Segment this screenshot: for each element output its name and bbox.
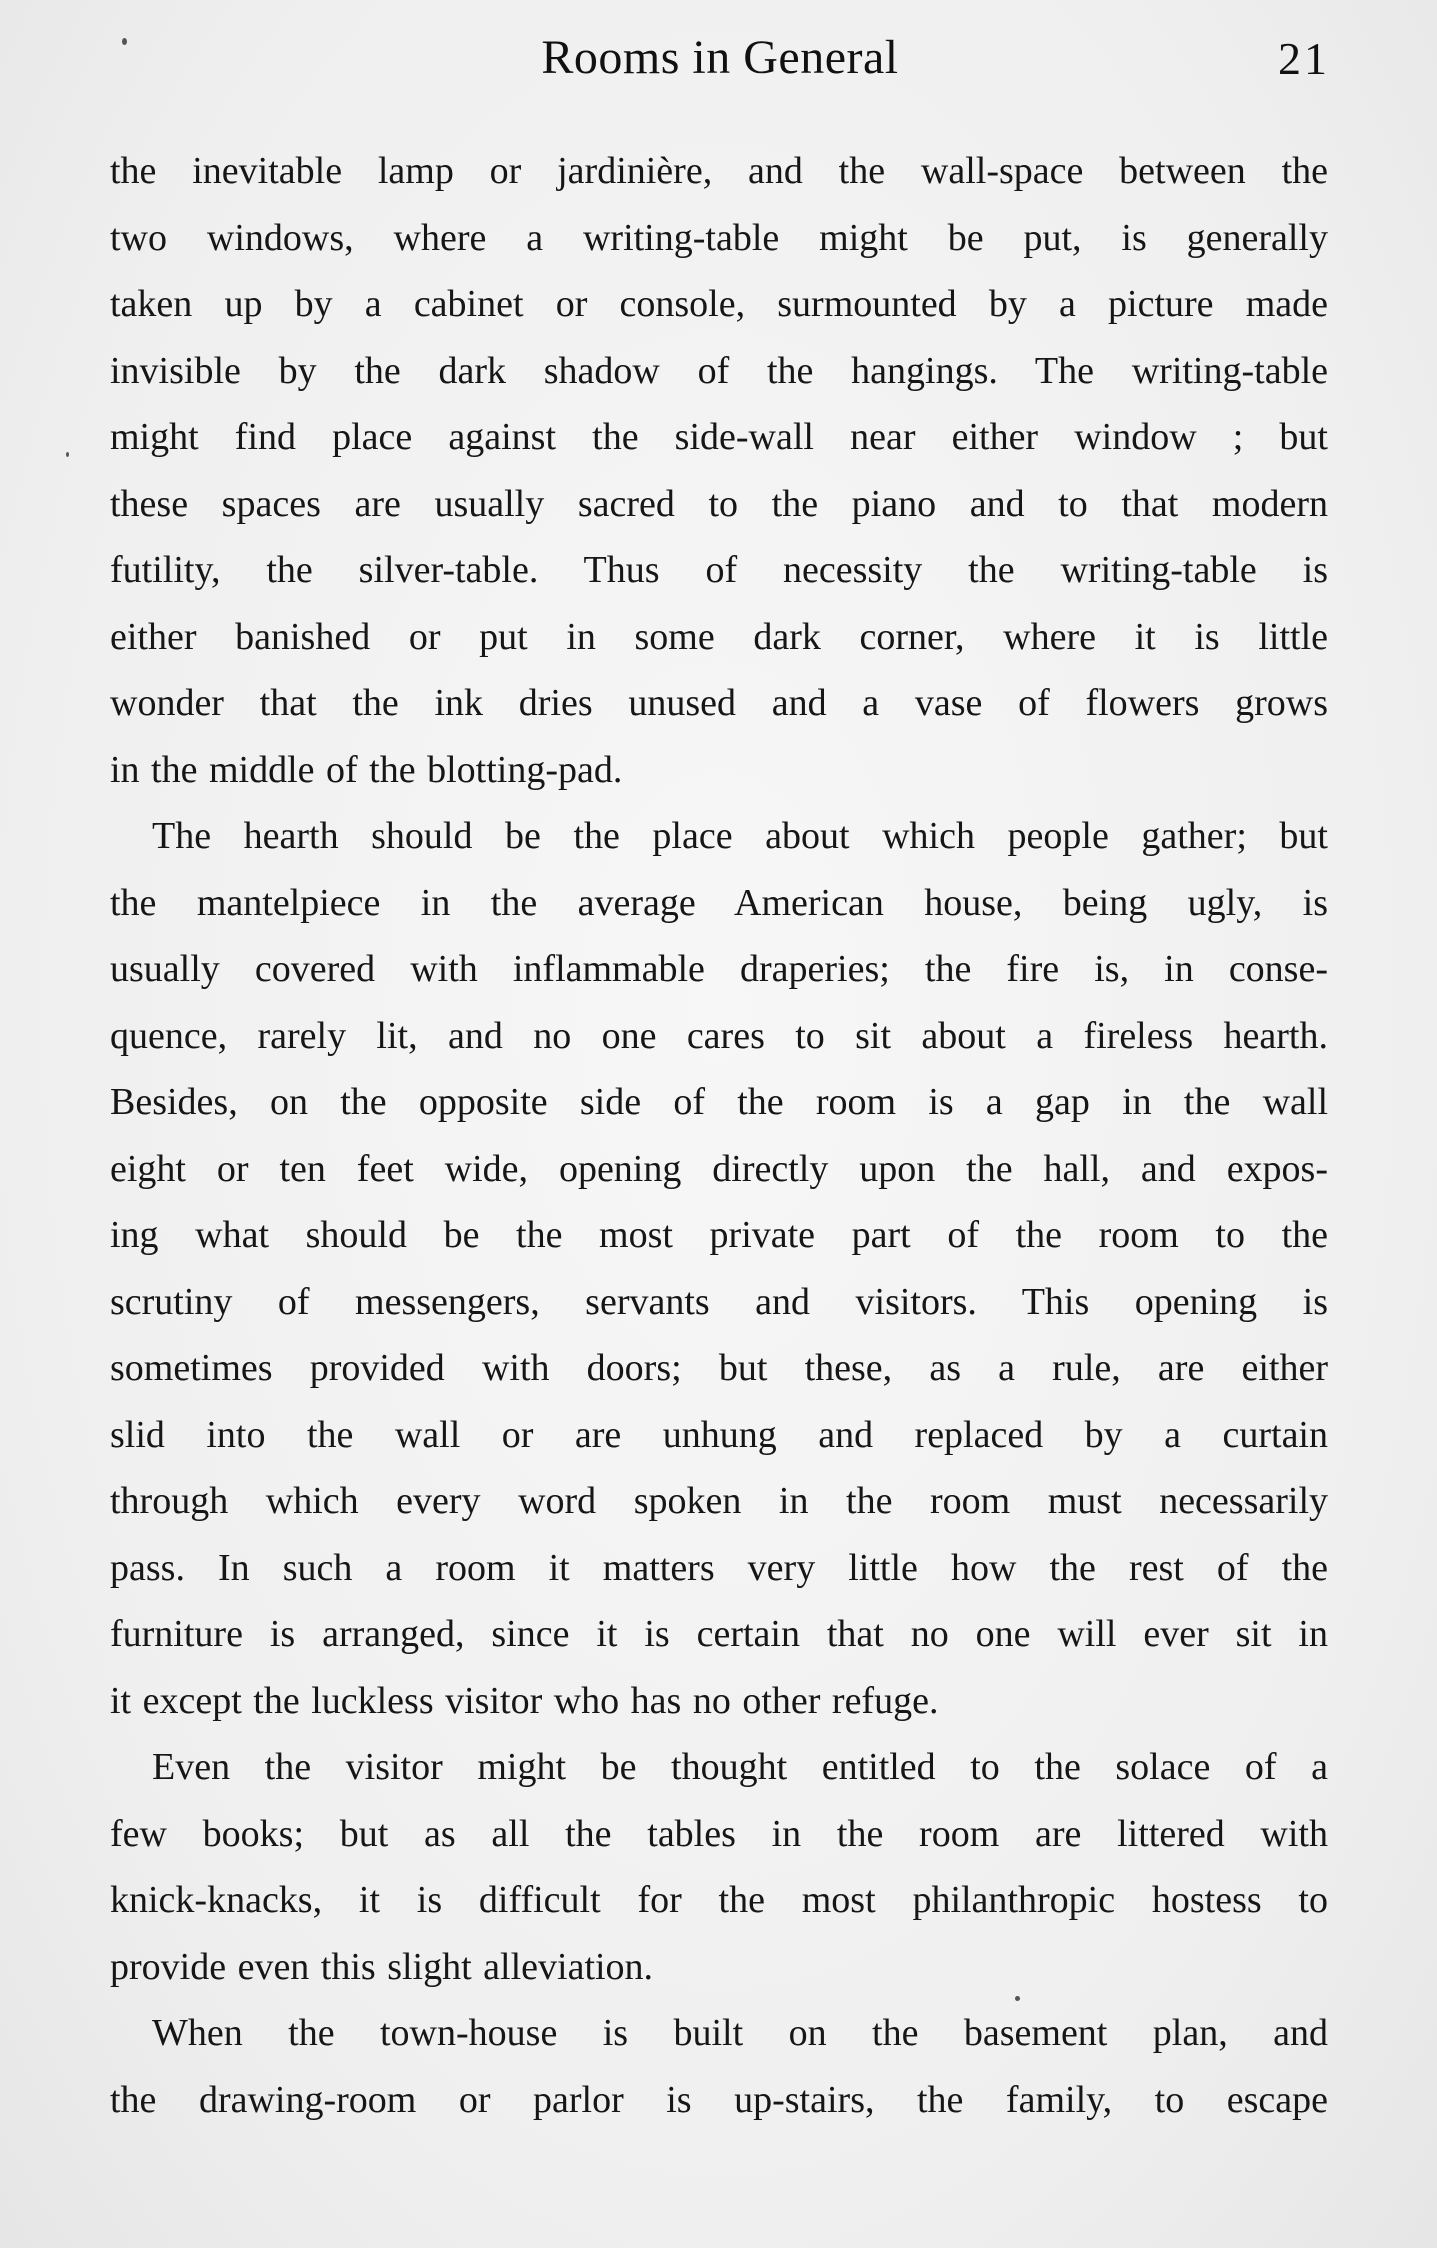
text-line: wonder that the ink dries unused and a vase of flowers grows bbox=[110, 682, 1328, 724]
running-head bbox=[110, 30, 1330, 100]
text-line: it except the luckless visitor who has no other refuge. bbox=[110, 1679, 939, 1722]
text-line: knick-knacks, it is difficult for the most philanthropic hostess to bbox=[110, 1879, 1328, 1921]
text-line: scrutiny of messengers, servants and visitors. This opening is bbox=[110, 1280, 1328, 1323]
text-line: eight or ten feet wide, opening directly upon the hall, and expos- bbox=[110, 1147, 1328, 1190]
text-line: few books; but as all the tables in the room are littered with bbox=[110, 1812, 1328, 1855]
page-number: 21 bbox=[1278, 33, 1330, 84]
text-line: futility, the silver-table. Thus of necessity the writing-table is bbox=[110, 549, 1328, 591]
text-line: usually covered with inflammable draperies; the fire is, in conse- bbox=[110, 948, 1328, 990]
paper-speck bbox=[66, 452, 69, 457]
text-line: through which every word spoken in the room must necessarily bbox=[110, 1480, 1328, 1522]
paragraph-start-line: Even the visitor might be thought entitled to the solace of a bbox=[152, 1746, 1328, 1788]
paragraph-start-line: When the town-house is built on the basement plan, and bbox=[152, 2012, 1328, 2054]
body-text bbox=[110, 138, 1328, 2133]
text-line: quence, rarely lit, and no one cares to sit about a fireless hearth. bbox=[110, 1014, 1328, 1057]
paper-speck bbox=[122, 38, 127, 45]
text-line: provide even this slight alleviation. bbox=[110, 1945, 654, 1988]
text-line: taken up by a cabinet or console, surmounted by a picture made bbox=[110, 283, 1328, 325]
text-line: Besides, on the opposite side of the room is a gap in the wall bbox=[110, 1081, 1328, 1123]
text-line: ing what should be the most private part of the room to the bbox=[110, 1214, 1328, 1256]
text-line: furniture is arranged, since it is certain that no one will ever sit in bbox=[110, 1613, 1328, 1655]
text-line: might find place against the side-wall near either window ; but bbox=[110, 416, 1328, 458]
text-line: the drawing-room or parlor is up-stairs, the family, to escape bbox=[110, 2078, 1328, 2121]
paper-speck bbox=[1015, 1996, 1020, 2001]
text-line: the mantelpiece in the average American house, being ugly, is bbox=[110, 881, 1328, 924]
text-line: the inevitable lamp or jardinière, and the wall-space between the bbox=[110, 150, 1328, 192]
text-line: slid into the wall or are unhung and replaced by a curtain bbox=[110, 1413, 1328, 1456]
text-line: sometimes provided with doors; but these, as a rule, are either bbox=[110, 1347, 1328, 1389]
paragraph-start-line: The hearth should be the place about which people gather; but bbox=[152, 815, 1328, 857]
text-line: two windows, where a writing-table might be put, is generally bbox=[110, 216, 1328, 259]
running-head-title: Rooms in General bbox=[541, 31, 899, 84]
text-line: invisible by the dark shadow of the hangings. The writing-table bbox=[110, 349, 1328, 392]
text-line: in the middle of the blotting-pad. bbox=[110, 748, 623, 791]
text-line: these spaces are usually sacred to the piano and to that modern bbox=[110, 482, 1328, 525]
text-line: pass. In such a room it matters very little how the rest of the bbox=[110, 1546, 1328, 1589]
text-line: either banished or put in some dark corner, where it is little bbox=[110, 615, 1328, 658]
